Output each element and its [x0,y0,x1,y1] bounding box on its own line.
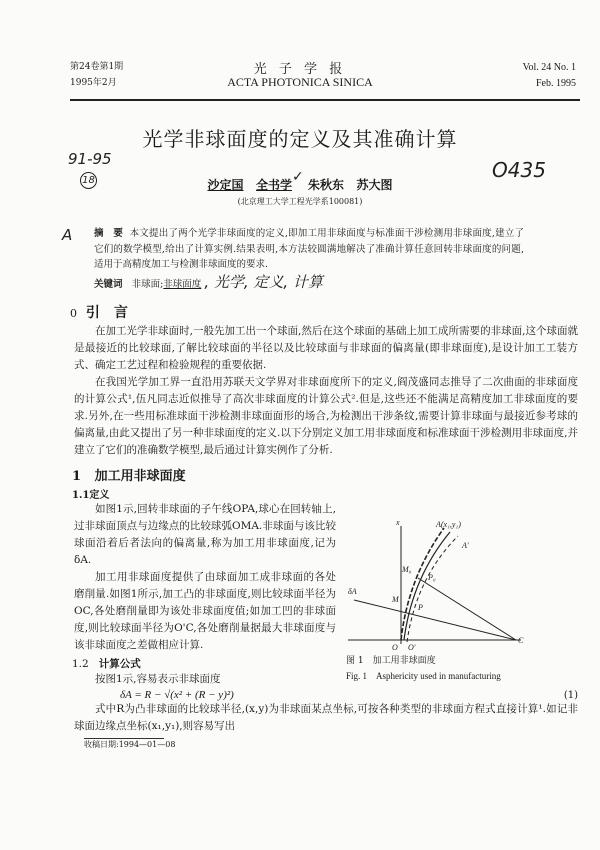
intro-heading [70,302,578,322]
figure-caption-en: Fig. 1 Asphericity used in manufacturing [346,671,501,681]
fig-label-o-prime: O' [408,643,416,650]
abstract-body [94,226,524,273]
definition-paragraph-2: 加工用非球面度提供了由球面加工成非球面的各处磨削量.如图1所示,加工凸的非球面度,则比较球面半径为OC,各处磨削量即为该处非球面度值;如加工凹的非球面度,则比较球面半径为O'C,各处磨削量据最大非球面度与该非球面度之差做相应计算. [74,571,336,651]
section-number: 0 [70,307,77,320]
keyword-underlined: 非球面度 [163,278,202,290]
handwritten-keywords: , 光学, 定义, 计算 [204,272,323,291]
section-title: 加工用非球面度 [94,469,186,484]
intro-paragraph-2: 在我国光学加工界一直沿用苏联天文学界对非球面度所下的定义,阎茂盛同志推导了二次曲面的非球面度的计算公式¹,伍凡同志近似推导了高次非球面度的计算公式².但是,这些还不能满足高精度加工非球面度的要求.另外,在一些用标准球面干涉检测非球面面形的场合,为检测出干涉条纹,需要计算非球面与最接近参考球的偏离量,由此又提出了另一种非球面度的定义.以下分别定义加工用非球面度和标准球面干涉检测用非球面度,并建立了它们的准确数学模型,最后通过计算实例作了分析. [74,376,578,456]
fig-label-p0: P₀ [428,573,436,582]
author: 全书学 [256,178,293,192]
fig-label-p: P [418,603,423,612]
author: 朱秋东 [307,178,344,192]
abstract-label: 摘 要 [94,228,124,239]
two-column-block [74,486,578,688]
section-number: 1 [72,469,82,484]
abstract [94,226,524,292]
comparison-sphere-arc [404,532,450,640]
fig-label-a-prime: A' [462,541,469,550]
fig-label-a: A(x₁,y₁) [436,520,461,529]
abstract-text: 本文提出了两个光学非球面度的定义,即加工用非球面度与标准面干涉检测用非球面度,建立了它们的数学模型,给出了计算实例.结果表明,本方法较圆满地解决了准确计算任意回转非球面度的问题,适用于高精度加工与检测非球面度的要求. [94,228,524,270]
handwritten-circled-number: 18 [80,172,97,189]
keywords [94,272,524,293]
fig-label-delta: δA [348,587,357,596]
fig-label-o: O [392,643,398,650]
figure-1-diagram [346,514,578,650]
date-cn: 1995年2月 [70,78,117,88]
affiliation: (北京理工大学工程光学系100081) [237,197,363,206]
aspheric-curve [401,528,444,640]
author: 苏大图 [356,178,393,192]
author: 沙定国 [207,178,244,192]
main-body [70,302,578,751]
volume-issue-en: Vol. 24 No. 1 [522,62,576,73]
section-title: 引 言 [85,305,128,321]
fig-label-c: C [518,636,524,645]
journal-name-cn: 光 子 学 报 [253,62,347,77]
subsection-1-2-heading [72,656,336,671]
handwritten-check-mark: ✓ [292,169,304,185]
received-date-footnote: 收稿日期:1994—01—08 [84,740,176,749]
formula-intro: 按图1示,容易表示非球面度 [95,673,221,685]
journal-name-en: ACTA PHOTONICA SINICA [227,75,373,89]
paper-title: 光学非球面度的定义及其准确计算 [142,127,458,151]
fig-label-m: M [392,595,399,604]
formula-explanation: 式中R为凸非球面的比较球半径,(x,y)为非球面某点坐标,可按各种类型的非球面方程式直接计算¹.如记非球面边缘点坐标(x₁,y₁),则容易写出 [74,703,578,732]
date-en: Feb. 1995 [536,78,576,89]
fig-label-x: x [396,518,400,527]
keywords-label: 关键词 [94,278,123,290]
definition-paragraph-1: 如图1示,回转非球面的子午线OPA,球心在回转轴上,过非球面顶点与边缘点的比较球弧OMA.非球面与该比较球面沿着后者法向的偏离量,称为加工用非球面度,记为δA. [74,503,336,566]
formula-1: δA = R − √(x² + (R − y)²) [120,689,234,701]
keywords-text: 非球面; [131,278,164,290]
left-column [74,486,336,688]
handwritten-class-code: O435 [492,158,546,182]
intro-paragraph-1: 在加工光学非球面时,一般先加工出一个球面,然后在这个球面的基础上加工成所需要的非球面,这个球面就是最接近的比较球面,了解比较球面的半径以及比较球面与非球面的偏离量(即非球面度),是设计加工工装方式、确定工艺过程和检验规程的重要依据. [74,325,578,371]
section-title: 计算公式 [98,658,141,670]
formula-number: (1) [563,690,578,701]
radius-line-p [354,600,516,640]
figure-caption-cn: 图 1 加工用非球面度 [346,656,436,666]
section-number: 1.2 [72,658,89,670]
concave-sphere-arc [407,536,458,642]
handwritten-abstract-mark: A [62,226,73,244]
figure-1 [346,486,578,684]
header-rule [70,99,580,101]
subsection-1-1-heading: 1.1定义 [72,490,110,501]
volume-issue-cn: 第24卷第1期 [70,62,124,72]
radius-line-p0 [418,578,516,640]
fig-label-m0: M₀ [402,565,412,574]
section-1-heading [72,465,578,484]
handwritten-page-range: 91-95 [68,150,112,168]
formula-row [74,689,578,701]
